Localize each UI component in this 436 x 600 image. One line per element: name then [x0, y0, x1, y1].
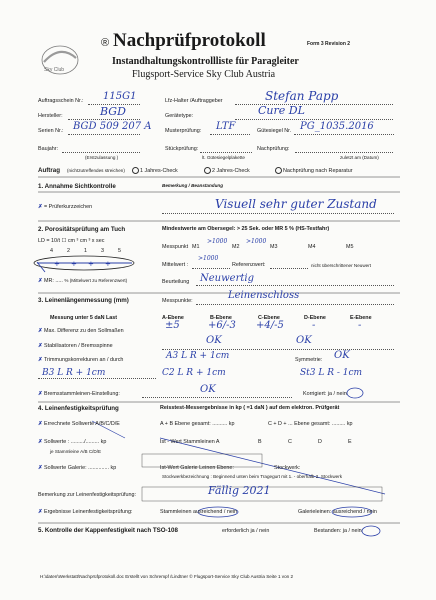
checked-x-icon: ✗	[38, 204, 43, 210]
svg-text:+: +	[88, 260, 94, 268]
ist-d: D	[318, 439, 322, 445]
section5-title: 5. Kontrolle der Kappenfestigkeit nach TSO-108	[38, 527, 178, 534]
mr-row: ✗ MR: ..... % (Mittelwert zu Referenzwert)	[38, 278, 128, 284]
musterpruefung-value: LTF	[216, 121, 236, 132]
c-ebene: C-Ebene	[258, 315, 280, 321]
b-ebene: B-Ebene	[210, 315, 232, 321]
org-name: Flugsport-Service Sky Club Austria	[132, 69, 276, 80]
stabilo-value-2: OK	[296, 335, 312, 346]
geraetetype-value: Cure DL	[258, 104, 305, 117]
messpunkte-label: Messpunkte:	[162, 298, 193, 304]
reisstest-label: Reisstest-Messergebnisse in kp ( =1 daN ) auf dem elektron. Prüfgerät	[160, 405, 340, 411]
max-diff-d: -	[312, 320, 316, 331]
checked-x-icon: ✗	[38, 357, 43, 363]
scale-3: 3	[101, 248, 104, 254]
stueckpruefung-label: Stückprüfung:	[165, 146, 199, 152]
checked-x-icon: ✗	[38, 343, 43, 349]
trimmung-row: ✗ Trimmungskorrekturen an / durch	[38, 357, 124, 363]
section4-title: 4. Leinenfestigkeitsprüfung	[38, 405, 119, 412]
symmetrie-value: OK	[334, 350, 350, 361]
messung-label: Messung unter 5 daN Last	[50, 315, 118, 321]
stockwerk-note: Stockwerkbezeichnung : Beginnend unten beim Tragegurt mit 1. - oberhalb 2. Stockwerk	[162, 474, 343, 479]
max-diff-b: +6/-3	[208, 320, 236, 331]
referenzwert-label: Referenzwert:	[232, 262, 266, 268]
cd-ebene-label: C + D + ... Ebene gesamt: ......... kp	[268, 421, 353, 427]
stammleinen-label: je Stammleine A/B C/D/E	[50, 449, 102, 454]
prueferkurz-row: ✗ = Prüferkurzzeichen	[38, 204, 93, 210]
brems-row: ✗ Bremsstammleinen-Einstellung:	[38, 391, 120, 397]
hersteller-value: BGD	[100, 105, 126, 118]
auftragsschein-label: Auftragsschein Nr.:	[38, 98, 84, 104]
serien-value: BGD 509 207 A	[73, 121, 152, 132]
ist-galerie-label: Ist-Wert Galerie Leinen Ebene:	[160, 465, 234, 471]
beurteilung-value: Neuwertig	[200, 273, 254, 284]
guetesiegelplakette-label: lt. Gütesiegelplakette	[202, 155, 245, 160]
stammleinen-result: Stammleinen ausreichend / nein	[160, 509, 238, 515]
logo-text: Sky Club	[44, 67, 65, 73]
e-ebene: E-Ebene	[350, 315, 372, 321]
svg-text:+: +	[71, 260, 77, 268]
d-ebene: D-Ebene	[304, 315, 326, 321]
max-diff-a: ±5	[165, 320, 180, 331]
max-diff-e: -	[358, 320, 362, 331]
stabilo-value-1: OK	[206, 335, 222, 346]
beurteilung-label: Beurteilung	[162, 279, 190, 285]
guetesiegel-label: Gütesiegel Nr.	[257, 128, 292, 134]
option-2-jahres-check[interactable]: 2 Jahres-Check	[204, 167, 250, 174]
max-diff-c: +4/-5	[256, 320, 284, 331]
page-title: Nachprüfprotokoll	[113, 30, 266, 51]
ist-c: C	[288, 439, 292, 445]
svg-text:+: +	[105, 260, 111, 268]
section3-title: 3. Leinenlängenmessung (mm)	[38, 297, 129, 304]
option-nachpruefung-reparatur[interactable]: Nachprüfung nach Reparatur	[275, 167, 353, 174]
scale-2: 2	[67, 248, 70, 254]
lfz-halter-value: Stefan Papp	[265, 89, 339, 103]
auftragsschein-value: 115G1	[103, 91, 137, 102]
trimmung-a3: A3 L R + 1cm	[166, 351, 230, 361]
checked-x-icon: ✗	[38, 509, 43, 515]
section2-title: 2. Porositätsprüfung am Tuch	[38, 226, 126, 233]
trimmung-b3: B3 L R + 1cm	[42, 368, 106, 378]
trimmung-c2: C2 L R + 1cm	[162, 368, 226, 378]
checked-x-icon: ✗	[38, 439, 43, 445]
stockwerk-label: Stockwerk:	[274, 465, 301, 471]
a-ebene: A-Ebene	[162, 315, 184, 321]
symmetrie-label: Symmetrie:	[295, 357, 323, 363]
checked-x-icon: ✗	[38, 278, 43, 284]
radio-icon	[132, 167, 139, 174]
bemerkung-label: Bemerkung / Beanstandung	[162, 183, 224, 188]
baujahr-label: Baujahr:	[38, 146, 59, 152]
bemerkung-value: Visuell sehr guter Zustand	[215, 197, 377, 211]
bestanden-label: Bestanden: ja / nein	[314, 528, 362, 534]
ld-formula: LD = 10/t ☐ cm ³ cm ³ x sec	[38, 238, 105, 244]
messpunkte-value: Leinenschloss	[228, 290, 300, 301]
registered-icon: ®	[101, 37, 110, 49]
guetesiegel-value: PG_1035.2016	[300, 121, 374, 132]
option-1-jahres-check[interactable]: 1 Jahres-Check	[132, 167, 178, 174]
max-diff-row: ✗ Max. Differenz zu den Sollmaßen	[38, 328, 124, 334]
erforderlich-label: erforderlich ja / nein	[222, 528, 270, 534]
bemerkung-festigkeit-label: Bemerkung zur Leinenfestigkeitsprüfung:	[38, 492, 136, 498]
checked-x-icon: ✗	[38, 328, 43, 334]
trimmung-st3: St3 L R - 1cm	[300, 368, 363, 378]
brems-value: OK	[200, 384, 216, 395]
scale-4: 4	[50, 248, 53, 254]
hersteller-label: Hersteller:	[38, 113, 63, 119]
sollwerte-galerie-row: ✗ Sollwerte Galerie: .............. kp	[38, 465, 117, 471]
ist-e: E	[348, 439, 352, 445]
m3-handwritten: >1000	[246, 238, 267, 245]
korrigiert-label: Korrigiert: ja / nein	[303, 391, 347, 397]
lfz-halter-label: Lfz-Halter /Auftraggeber	[165, 98, 223, 104]
musterpruefung-label: Musterprüfung:	[165, 128, 202, 134]
ergebnisse-row: ✗ Ergebnisse Leinenfestigkeitsprüfung:	[38, 509, 133, 515]
zuletzt-label: zuletzt am (Datum)	[340, 155, 379, 160]
svg-text:+: +	[54, 260, 60, 268]
radio-icon	[275, 167, 282, 174]
messpunkt-label: Messpunkt	[162, 244, 189, 250]
messpunkt-m4: M4	[308, 244, 316, 250]
subtitle: Instandhaltungskontrollliste für Paragleiter	[112, 56, 299, 67]
erstzulassung-label: (Erstzulassung )	[85, 155, 119, 160]
stabilo-row: ✗ Stabilisatoren / Bremsspinne	[38, 343, 113, 349]
messpunkt-m1: M1	[192, 244, 200, 250]
scale-1: 1	[84, 248, 87, 254]
scale-5: 5	[118, 248, 121, 254]
ist-wert-label: Ist - Wert Stammleinen A	[160, 439, 220, 445]
messpunkt-m3: M3	[270, 244, 278, 250]
section1-title: 1. Annahme Sichtkontrolle	[38, 183, 116, 190]
referenz-note: nicht überschrittener Neuwert	[311, 263, 372, 268]
ab-ebene-label: A + B Ebene gesamt: .......... kp	[160, 421, 235, 427]
ist-b: B	[258, 439, 262, 445]
checked-x-icon: ✗	[38, 421, 43, 427]
mindestwerte: Mindestwerte am Obersegel: > 25 Sek. oder MR 5 % (HS-Testfahr)	[162, 226, 330, 232]
checked-x-icon: ✗	[38, 465, 43, 471]
messpunkt-m5: M5	[346, 244, 354, 250]
mittelwert-value: >1000	[198, 255, 219, 262]
footer: H:\daten\Werkstatt\Nachprüfprotokoll.doc Erstellt von Schrempf /Lindtner © Flugsport-Service Sky Club Austria Seite 1 von 2	[40, 574, 294, 579]
serien-label: Serien Nr.:	[38, 128, 64, 134]
sollwerte-row: ✗ Sollwerte : ........./......... kp	[38, 439, 107, 445]
mittelwert-label: Mittelwert :	[162, 262, 189, 268]
checked-x-icon: ✗	[38, 391, 43, 397]
auftrag-note: (nichtzutreffendes streichen)	[67, 168, 125, 173]
nachpruefung-label: Nachprüfung:	[257, 146, 290, 152]
radio-icon	[204, 167, 211, 174]
form-label: Form 3 Revision 2	[307, 41, 351, 47]
porosity-diagram	[34, 256, 134, 272]
errechnete-row: ✗ Errechnete Sollwerte A/B/C/D/E	[38, 421, 120, 427]
galerie-result: Galerieleinen: ausreichend / nein	[298, 509, 377, 515]
m2-handwritten: >1000	[207, 238, 228, 245]
messpunkt-m2: M2	[232, 244, 240, 250]
geraetetype-label: Gerätetype:	[165, 113, 194, 119]
auftrag-label: Auftrag	[38, 167, 60, 174]
bemerkung-festigkeit-value: Fällig 2021	[208, 484, 271, 497]
